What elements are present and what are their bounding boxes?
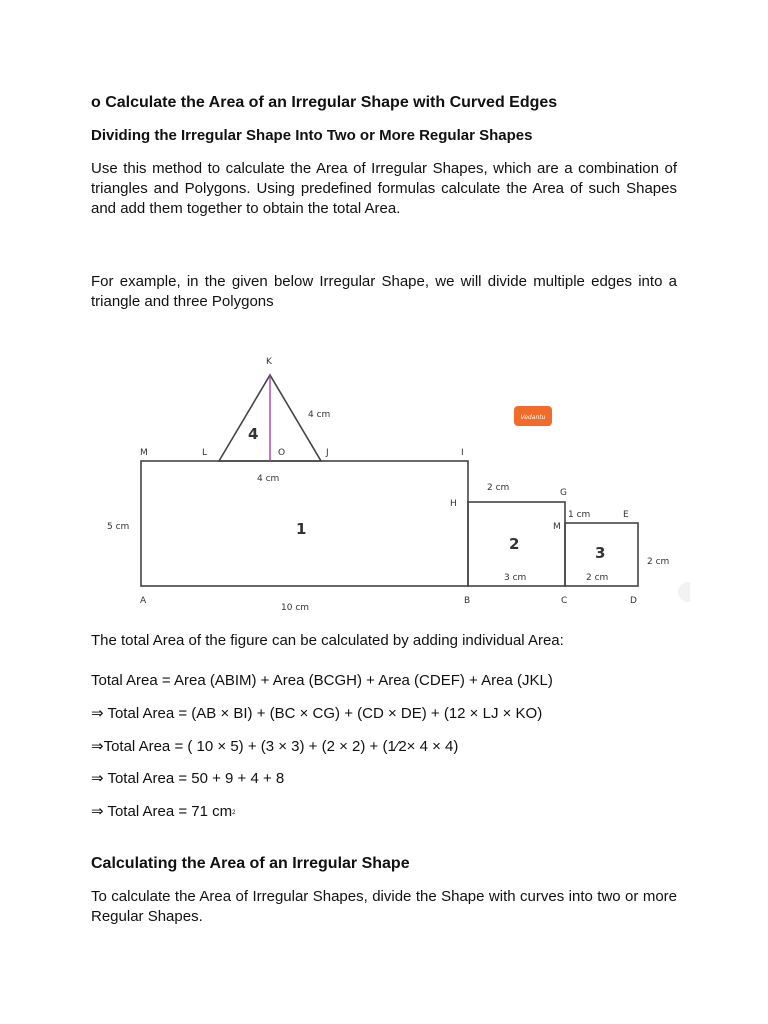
- dim-cd: 2 cm: [586, 573, 609, 583]
- calc-line-5-exponent: 2: [232, 810, 236, 816]
- method-paragraph: Use this method to calculate the Area of Irregular Shapes, which are a combination of triangles and Polygons. Using predefined formulas calculate the Area of such Shapes and add them together to obtain the total Area.: [91, 160, 677, 217]
- method-subheading: Dividing the Irregular Shape Into Two or More Regular Shapes: [91, 127, 533, 144]
- point-d: D: [630, 596, 637, 606]
- calc-line-5-text: ⇒ Total Area = 71 cm: [91, 803, 233, 820]
- point-k: K: [266, 357, 272, 367]
- point-e: E: [623, 510, 629, 520]
- dim-kj: 4 cm: [308, 410, 331, 420]
- section-heading: Calculating the Area of an Irregular Shape: [91, 855, 410, 872]
- calc-line-2: ⇒ Total Area = (AB × BI) + (BC × CG) + (CD × DE) + (12 × LJ × KO): [91, 705, 543, 722]
- region-3-number: 3: [595, 544, 606, 562]
- irregular-shape-diagram: [100, 345, 690, 620]
- calc-line-1: Total Area = Area (ABIM) + Area (BCGH) + Area (CDEF) + Area (JKL): [91, 672, 553, 689]
- point-o: O: [278, 448, 286, 458]
- point-m: M: [140, 448, 148, 458]
- dim-bc: 3 cm: [504, 573, 527, 583]
- closing-paragraph: To calculate the Area of Irregular Shapes, divide the Shape with curves into two or more Regular Shapes.: [91, 888, 677, 925]
- point-j: J: [326, 448, 329, 458]
- region-2-number: 2: [509, 535, 520, 553]
- point-m-small: M: [553, 522, 561, 532]
- dim-am: 5 cm: [107, 522, 130, 532]
- point-g: G: [560, 488, 567, 498]
- calc-line-4: ⇒ Total Area = 50 + 9 + 4 + 8: [91, 770, 285, 787]
- region-1-number: 1: [296, 520, 307, 538]
- point-i: I: [461, 448, 464, 458]
- dim-ab: 10 cm: [281, 603, 310, 613]
- dim-hg: 2 cm: [487, 483, 510, 493]
- region-4-number: 4: [248, 425, 259, 443]
- carousel-edge: [678, 582, 690, 602]
- point-a: A: [140, 596, 147, 606]
- calc-line-3: ⇒Total Area = ( 10 × 5) + (3 × 3) + (2 × 2) + (1⁄2× 4 × 4): [91, 738, 459, 755]
- point-l: L: [202, 448, 208, 458]
- dim-me: 1 cm: [568, 510, 591, 520]
- dim-de: 2 cm: [647, 557, 670, 567]
- point-c: C: [561, 596, 568, 606]
- page-heading: o Calculate the Area of an Irregular Shape with Curved Edges: [91, 94, 558, 111]
- point-b: B: [464, 596, 471, 606]
- vedantu-logo: [514, 406, 552, 426]
- svg-text:Vedantu: Vedantu: [520, 414, 546, 421]
- point-h: H: [450, 499, 457, 509]
- calc-intro: The total Area of the figure can be calculated by adding individual Area:: [91, 632, 564, 649]
- example-paragraph: For example, in the given below Irregular Shape, we will divide multiple edges into a triangle and three Polygons: [91, 273, 677, 310]
- dim-lj: 4 cm: [257, 474, 280, 484]
- calc-line-5: [91, 802, 235, 820]
